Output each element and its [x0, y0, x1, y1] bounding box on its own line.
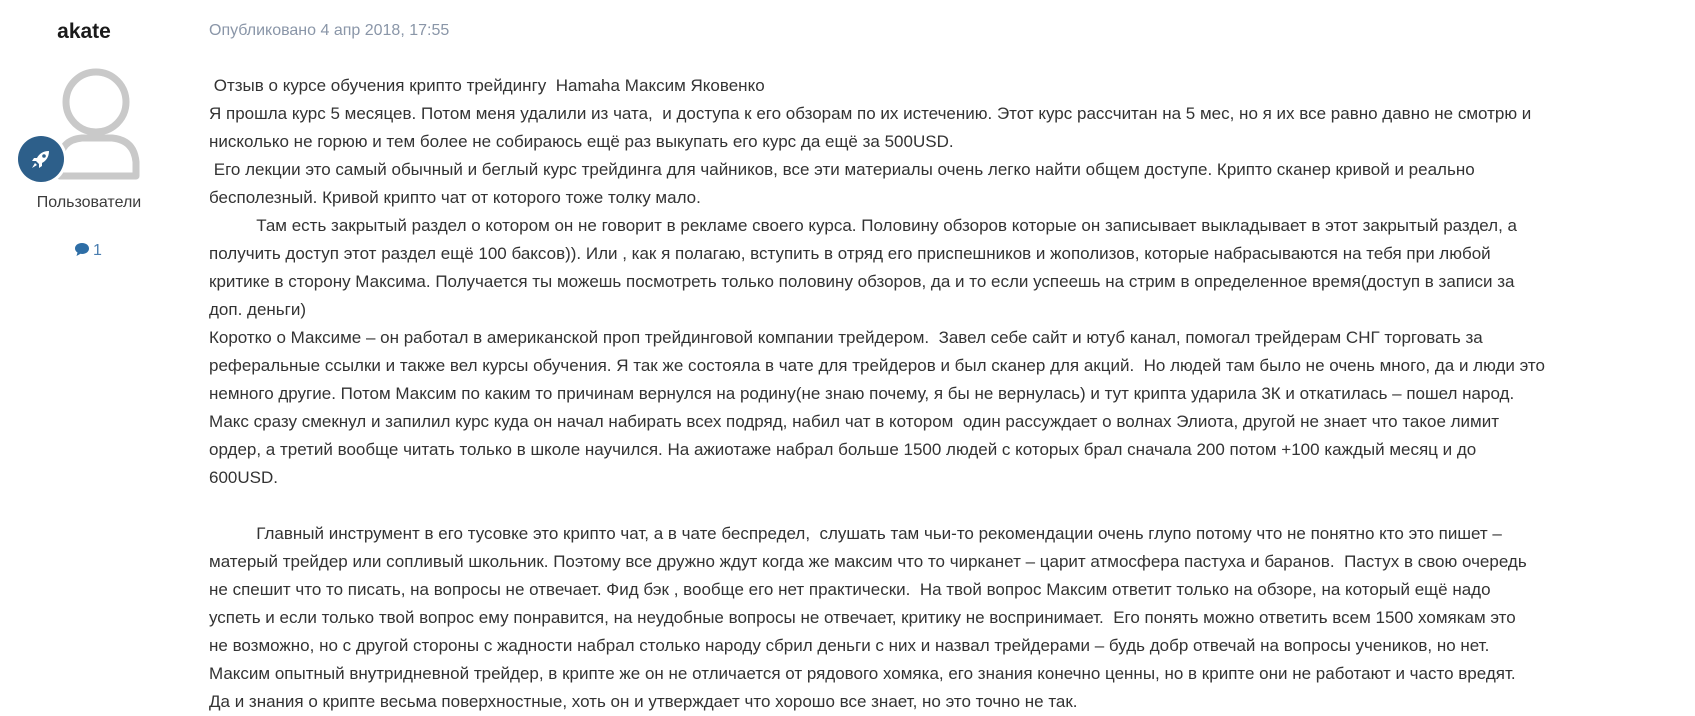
- user-avatar-icon[interactable]: [52, 64, 148, 180]
- post-line: не спешит что то писать, на вопросы не отвечает. Фид бэк , вообще его нет практически. На твой вопрос Максим ответит только на обзоре, на который ещё надо: [209, 580, 1491, 599]
- rank-badge: [18, 136, 64, 182]
- post-line: ордер, а третий вообще читать только в школе научился. На ажиотаже набрал больше 1500 людей с которых брал сначала 200 потом +100 каждый месяц и до: [209, 440, 1477, 459]
- paragraph-spacer: [209, 492, 1669, 520]
- post-line: Там есть закрытый раздел о котором он не говорит в рекламе своего курса. Половину обзоров которые он записывает выкладывает в этот закрытый раздел, а: [209, 216, 1517, 235]
- post-line: нисколько не горюю и тем более не собираюсь ещё раз выкупать его курс да ещё за 500USD.: [209, 132, 954, 151]
- post-line: бесполезный. Кривой крипто чат от которого тоже толку мало.: [209, 188, 701, 207]
- post-line: Максим опытный внутридневной трейдер, в крипте же он не отличается от рядового хомяка, его знания конечно ценны, но в крипте они не работают и часто вредят.: [209, 664, 1516, 683]
- post-line: реферальные ссылки и также вел курсы обучения. Я так же состояла в чате для трейдеров и был сканер для акций. Но людей там было не очень много, да и люди это: [209, 356, 1545, 375]
- author-panel: [0, 0, 178, 715]
- post-line: Его лекции это самый обычный и беглый курс трейдинга для чайников, все эти материалы очень легко найти общем доступе. Крипто сканер кривой и реально: [209, 160, 1475, 179]
- post-line: 600USD.: [209, 468, 278, 487]
- post-line: критике в сторону Максима. Получается ты можешь посмотреть только половину обзоров, да и то если успеешь на стрим в определенное время(доступ в записи за: [209, 272, 1515, 291]
- author-name[interactable]: akate: [57, 20, 111, 43]
- post-line: Да и знания о крипте весьма поверхностные, хоть он и утверждает что хорошо все знает, но это точно не так.: [209, 692, 1078, 711]
- post-line: успеть и если только твой вопрос ему понравится, на неудобные вопросы не отвечает, критику не воспринимает. Его понять можно ответить всем 1500 хомякам это: [209, 608, 1516, 627]
- post-line: Главный инструмент в его тусовке это крипто чат, а в чате беспредел, слушать там чьи-то рекомендации очень глупо потому что не понятно кто это пишет –: [209, 524, 1502, 543]
- post-line: матерый трейдер или сопливый школьник. Поэтому все дружно ждут когда же максим что то чирканет – царит атмосфера пастуха и баранов. Пастух в свою очередь: [209, 552, 1527, 571]
- post-line: не возможно, но с другой стороны с жадности набрал столько народу сбрил деньги с них и назвал трейдерами – будь добр отвечай на вопросы учеников, но нет.: [209, 636, 1490, 655]
- rocket-icon: [29, 147, 53, 171]
- post-content: [209, 72, 1669, 716]
- user-group-label: Пользователи: [36, 194, 142, 211]
- post-line: Я прошла курс 5 месяцев. Потом меня удалили из чата, и доступа к его обзорам по их истечению. Этот курс рассчитан на 5 мес, но я их все равно давно не смотрю и: [209, 104, 1532, 123]
- post-line: немного другие. Потом Максим по каким то причинам вернулся на родину(не знаю почему, я бы не вернулась) и тут крипта ударила 3К и откатилась – пошел народ.: [209, 384, 1515, 403]
- post-line: Отзыв о курсе обучения крипто трейдингу Hamaha Максим Яковенко: [209, 76, 765, 95]
- post-line: получить доступ этот раздел ещё 100 баксов)). Или , как я полагаю, вступить в отряд его приспешников и жополизов, которые набрасываются на тебя при любой: [209, 244, 1491, 263]
- post-line: Макс сразу смекнул и запилил курс куда он начал набирать всех подряд, набил чат в котором один рассуждает о волнах Элиота, другой не знает что такое лимит: [209, 412, 1500, 431]
- post-line: Коротко о Максиме – он работал в американской проп трейдинговой компании трейдером. Завел себе сайт и ютуб канал, помогал трейдерам СНГ торговать за: [209, 328, 1483, 347]
- comment-icon: [74, 242, 90, 257]
- post-count-link[interactable]: [74, 242, 102, 260]
- post-line: доп. деньги): [209, 300, 307, 319]
- post-published-date[interactable]: Опубликовано 4 апр 2018, 17:55: [209, 22, 450, 39]
- post-count-value: 1: [93, 242, 102, 259]
